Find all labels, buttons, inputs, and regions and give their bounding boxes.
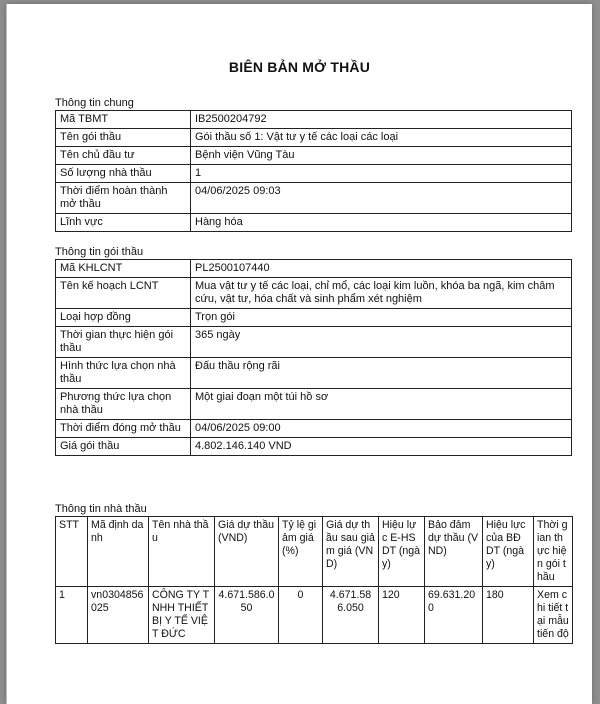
row-value: 365 ngày — [191, 327, 572, 358]
table-row — [56, 111, 572, 129]
row-label: Thời gian thực hiện gói thầu — [56, 327, 191, 358]
table-row — [56, 147, 572, 165]
cell-stt: 1 — [56, 587, 88, 644]
general-info-table — [55, 110, 572, 232]
row-label: Số lượng nhà thầu — [56, 165, 191, 183]
row-value: 04/06/2025 09:00 — [191, 420, 572, 438]
col-header-id: Mã định danh — [88, 517, 149, 587]
col-header-validity: Hiệu lực E-HSDT (ngày) — [379, 517, 425, 587]
row-value: PL2500107440 — [191, 260, 572, 278]
row-value: Một giai đoạn một túi hồ sơ — [191, 389, 572, 420]
contractor-section-title: Thông tin nhà thầu — [55, 503, 147, 515]
row-label: Tên chủ đầu tư — [56, 147, 191, 165]
table-header-row — [56, 517, 573, 587]
col-header-guarantee: Bảo đảm dự thầu (VND) — [425, 517, 483, 587]
row-label: Tên gói thầu — [56, 129, 191, 147]
row-value: Đấu thầu rộng rãi — [191, 358, 572, 389]
row-value: Trọn gói — [191, 309, 572, 327]
col-header-stt: STT — [56, 517, 88, 587]
table-row — [56, 129, 572, 147]
row-label: Tên kế hoạch LCNT — [56, 278, 191, 309]
table-row — [56, 358, 572, 389]
row-value: Hàng hóa — [191, 214, 572, 232]
row-label: Phương thức lựa chọn nhà thầu — [56, 389, 191, 420]
row-label: Giá gói thầu — [56, 438, 191, 456]
cell-discount: 0 — [279, 587, 323, 644]
table-row — [56, 278, 572, 309]
row-value: 04/06/2025 09:03 — [191, 183, 572, 214]
package-info-table — [55, 259, 572, 456]
table-row — [56, 260, 572, 278]
table-row — [56, 309, 572, 327]
row-value: 4.802.146.140 VND — [191, 438, 572, 456]
cell-guarantee: 69.631.200 — [425, 587, 483, 644]
row-value: Bệnh viện Vũng Tàu — [191, 147, 572, 165]
table-row — [56, 327, 572, 358]
table-row — [56, 183, 572, 214]
cell-name: CÔNG TY TNHH THIẾT BỊ Y TẾ VIỆT ĐỨC — [149, 587, 215, 644]
table-row — [56, 587, 573, 644]
col-header-guarantee-validity: Hiệu lực của BĐ DT (ngày) — [483, 517, 534, 587]
document-page — [6, 4, 592, 704]
row-value: Gói thầu số 1: Vật tư y tế các loại các loại — [191, 129, 572, 147]
cell-bid-price: 4.671.586.050 — [215, 587, 279, 644]
page-title: BIÊN BẢN MỞ THẦU — [228, 59, 371, 75]
row-value: IB2500204792 — [191, 111, 572, 129]
table-row — [56, 420, 572, 438]
cell-validity: 120 — [379, 587, 425, 644]
table-row — [56, 438, 572, 456]
row-label: Lĩnh vực — [56, 214, 191, 232]
row-label: Thời điểm đóng mở thầu — [56, 420, 191, 438]
row-label: Thời điểm hoàn thành mở thầu — [56, 183, 191, 214]
table-row — [56, 165, 572, 183]
col-header-bid-price: Giá dự thầu (VND) — [215, 517, 279, 587]
row-value: Mua vật tư y tế các loại, chỉ mổ, các loại kim luồn, khóa ba ngã, kim châm cứu, vật tư, hóa chất và sinh phẩm xét nghiệm — [191, 278, 572, 309]
row-label: Hình thức lựa chọn nhà thầu — [56, 358, 191, 389]
row-label: Loại hợp đồng — [56, 309, 191, 327]
col-header-discount: Tỷ lệ giảm giá (%) — [279, 517, 323, 587]
cell-id: vn0304856025 — [88, 587, 149, 644]
col-header-duration: Thời gian thực hiện gói thầu — [534, 517, 573, 587]
contractor-table — [55, 516, 573, 644]
general-section-title: Thông tin chung — [55, 97, 134, 109]
row-value: 1 — [191, 165, 572, 183]
row-label: Mã KHLCNT — [56, 260, 191, 278]
table-row — [56, 214, 572, 232]
cell-guarantee-validity: 180 — [483, 587, 534, 644]
row-label: Mã TBMT — [56, 111, 191, 129]
cell-price-after: 4.671.586.050 — [323, 587, 379, 644]
col-header-name: Tên nhà thầu — [149, 517, 215, 587]
package-section-title: Thông tin gói thầu — [55, 246, 144, 258]
table-row — [56, 389, 572, 420]
col-header-price-after: Giá dự thầu sau giảm giá (VND) — [323, 517, 379, 587]
cell-duration: Xem chi tiết tại mẫu tiến độ — [534, 587, 573, 644]
